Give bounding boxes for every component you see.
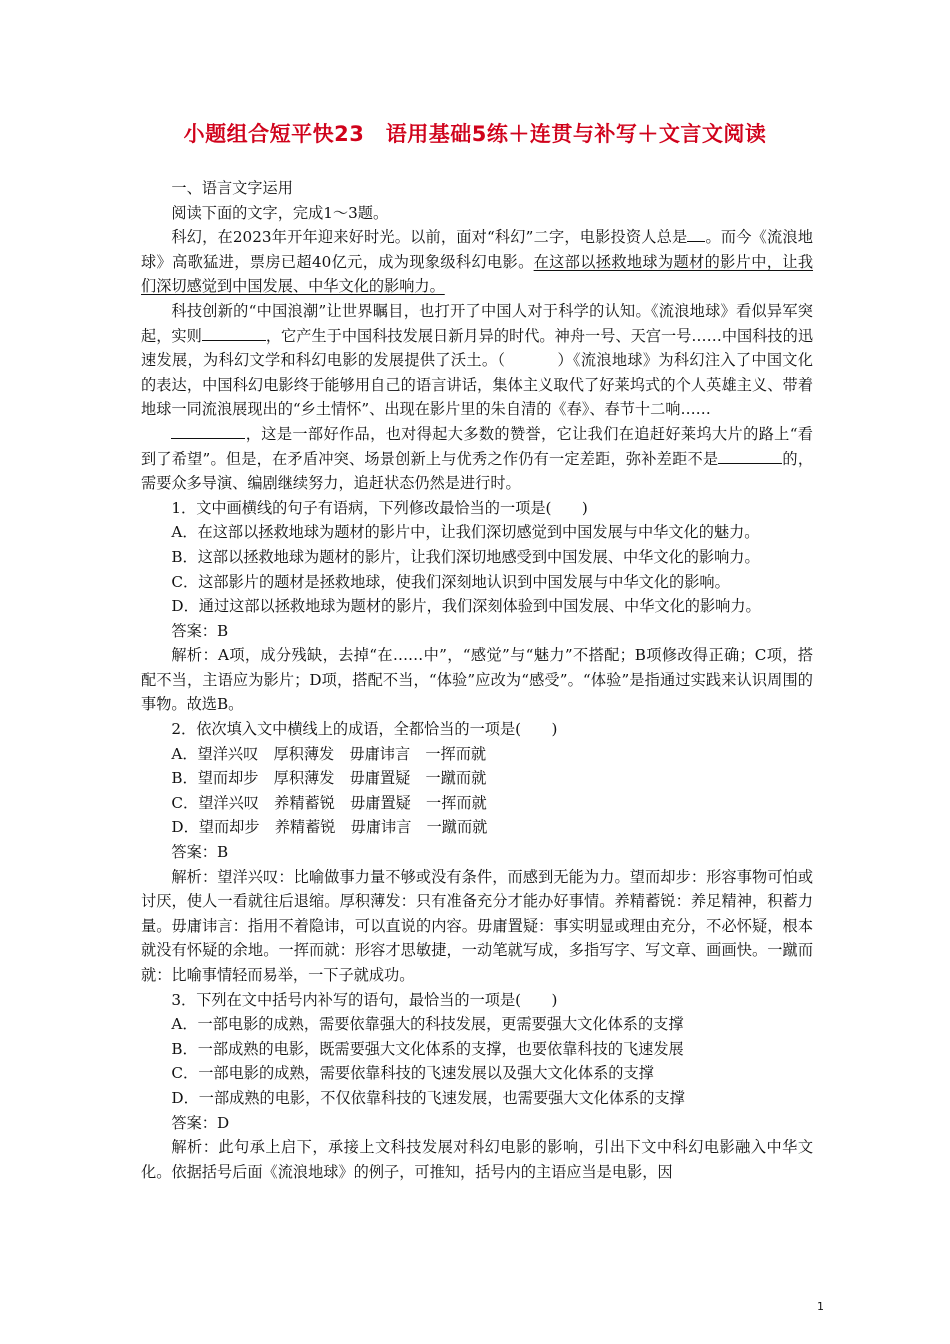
fill-blank-3 [171,423,245,439]
question-1-option-d: D．通过这部以拯救地球为题材的影片，我们深刻体验到中国发展、中华文化的影响力。 [171,597,761,616]
question-2-stem: 2．依次填入文中横线上的成语，全都恰当的一项是( ) [171,720,558,739]
question-3-option-a: A．一部电影的成熟，需要依靠强大的科技发展，更需要强大文化体系的支撑 [171,1015,684,1034]
question-2-answer: 答案：B [171,843,229,862]
underlined-sentence: 在这部以拯救地球为题材的影片中，让我们深切感觉到中国发展、中华文化的影响力。 [141,252,814,296]
fill-blank-2 [202,325,266,341]
question-1-option-c: C．这部影片的题材是拯救地球，使我们深刻地认识到中国发展与中华文化的影响。 [171,572,730,591]
question-3-option-b: B．一部成熟的电影，既需要强大文化体系的支撑，也要依靠科技的飞速发展 [171,1039,684,1058]
question-3-answer: 答案：D [171,1113,230,1132]
fill-blank-1 [687,226,705,242]
question-1-stem: 1．文中画横线的句子有语病，下列修改最恰当的一项是( ) [171,498,588,517]
page-title: 小题组合短平快23 语用基础5练＋连贯与补写＋文言文阅读 [183,122,767,146]
question-2-option-d: D．望而却步 养精蓄锐 毋庸讳言 一蹴而就 [171,818,488,837]
question-2-option-b: B．望而却步 厚积薄发 毋庸置疑 一蹴而就 [171,769,487,788]
question-3-option-d: D．一部成熟的电影，不仅依靠科技的飞速发展，也需要强大文化体系的支撑 [171,1088,685,1107]
question-3-analysis: 解析：此句承上启下，承接上文科技发展对科幻电影的影响，引出下文中科幻电影融入中华文化。依据括号后面《流浪地球》的例子，可推知，括号内的主语应当是电影，因 [141,1138,813,1181]
question-1-answer: 答案：B [171,621,229,640]
question-3-option-c: C．一部电影的成熟，需要依靠科技的飞速发展以及强大文化体系的支撑 [171,1064,654,1083]
passage-paragraph-2: 科技创新的“中国浪潮”让世界瞩目，也打开了中国人对于科学的认知。《流浪地球》看似异军突起，实则 ，它产生于中国科技发展日新月异的时代。神舟一号、天宫一号……中国科技的迅速发展，为科幻文学和科幻电影的发展提供了沃土。（ ）《流浪地球》为科幻注入了中国文化的表达，中国科幻电影终于能够用自己的语言讲话，集体主义取代了好莱坞式的个人英雄主义、带着地球一同流浪展现出的“乡土情怀”、出现在影片里的朱自清的《春》、春节十二响…… [141,301,814,419]
reading-instruction: 阅读下面的文字，完成1～3题。 [171,203,389,222]
question-2-option-c: C．望洋兴叹 养精蓄锐 毋庸置疑 一挥而就 [171,793,487,812]
passage-paragraph-3: ，这是一部好作品，也对得起大多数的赞誉，它让我们在追赶好莱坞大片的路上“看到了希望”。但是，在矛盾冲突、场景创新上与优秀之作仍有一定差距，弥补差距不是 的，需要众多导演、编剧继续努力，追赶状态仍然是进行时。 [141,424,814,493]
document-body [141,176,813,1184]
fill-blank-4 [718,448,782,464]
page-number: 1 [817,1300,824,1313]
passage-paragraph-1: 科幻，在2023年开年迎来好时光。以前，面对“科幻”二字，电影投资人总是 。而今《流浪地球》高歌猛进，票房已超40亿元，成为现象级科幻电影。在这部以拯救地球为题材的影片中，让我们深切感觉到中国发展、中华文化的影响力。 [141,228,814,296]
question-3-stem: 3．下列在文中括号内补写的语句，最恰当的一项是( ) [171,990,558,1009]
section-heading: 一、语言文字运用 [171,179,293,197]
question-2-analysis: 解析：望洋兴叹：比喻做事力量不够或没有条件，而感到无能为力。望而却步：形容事物可怕或讨厌，使人一看就往后退缩。厚积薄发：只有准备充分才能办好事情。养精蓄锐：养足精神，积蓄力量。毋庸讳言：指用不着隐讳，可以直说的内容。毋庸置疑：事实明显或理由充分，不必怀疑，根本就没有怀疑的余地。一挥而就：形容才思敏捷，一动笔就写成，多指写字、写文章、画画快。一蹴而就：比喻事情轻而易举，一下子就成功。 [141,867,813,984]
question-1-option-a: A．在这部以拯救地球为题材的影片中，让我们深切感觉到中国发展与中华文化的魅力。 [171,523,760,542]
question-2-option-a: A．望洋兴叹 厚积薄发 毋庸讳言 一挥而就 [171,744,487,763]
question-1-analysis: 解析：A项，成分残缺，去掉“在……中”，“感觉”与“魅力”不搭配；B项修改得正确；C项，搭配不当，主语应为影片；D项，搭配不当，“体验”应改为“感受”。“体验”是指通过实践来认识周围的事物。故选B。 [141,646,813,714]
question-1-option-b: B．这部以拯救地球为题材的影片，让我们深切地感受到中国发展、中华文化的影响力。 [171,547,760,566]
